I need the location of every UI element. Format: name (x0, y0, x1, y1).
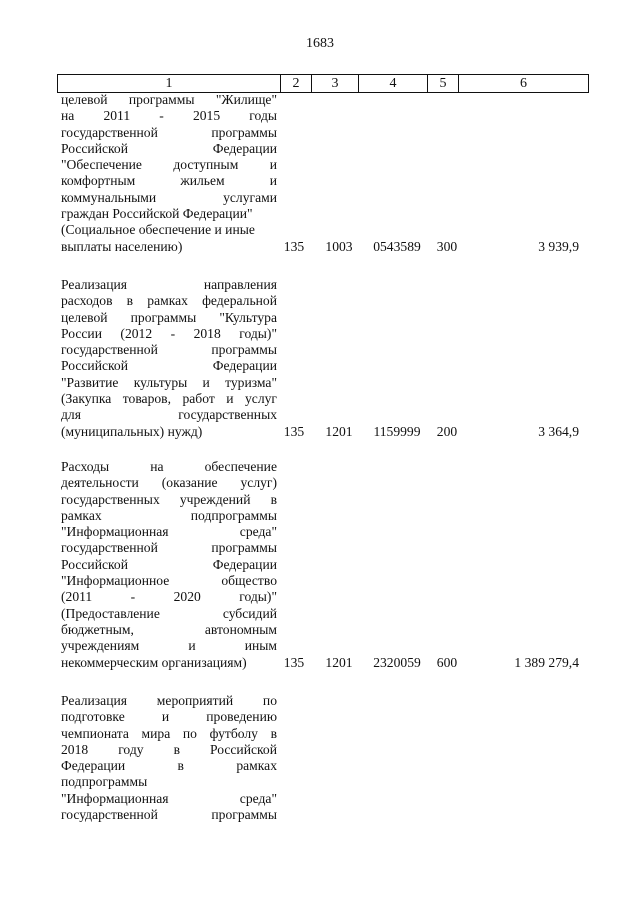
description-line: на 2011 - 2015 годы (61, 108, 277, 124)
description-line: комфортным жильем и (61, 173, 277, 189)
description-line: чемпионата мира по футболу в (61, 725, 277, 741)
column-header-row (57, 74, 589, 93)
description-line: государственной программы (61, 124, 277, 140)
cell-razdel: 1201 (325, 423, 353, 439)
description-line: Российской Федерации (61, 358, 277, 374)
description-line: Российской Федерации (61, 140, 277, 156)
column-header-4: 4 (359, 75, 428, 93)
description-line: Реализация мероприятий по (61, 693, 277, 708)
page-number: 1683 (306, 36, 334, 51)
description-line: (2011 - 2020 годы)" (61, 589, 277, 605)
cell-vr: 300 (436, 238, 458, 254)
description-line: "Информационное общество (61, 573, 277, 589)
cell-csr: 2320059 (373, 654, 421, 670)
description-line: "Информационная среда" (61, 790, 277, 806)
description-line: (Социальное обеспечение и иные (61, 222, 255, 238)
cell-sec: 135 (283, 654, 305, 670)
description-line: (Закупка товаров, работ и услуг (61, 391, 277, 407)
description-line: некоммерческим организациям) (61, 654, 247, 670)
cell-sec: 135 (283, 238, 305, 254)
description-line: "Обеспечение доступным и (61, 157, 277, 173)
description-line: России (2012 - 2018 годы)" (61, 325, 277, 341)
column-header-6: 6 (459, 75, 589, 93)
description-line: рамках подпрограммы (61, 507, 277, 523)
row-description (61, 92, 277, 255)
cell-sec: 135 (283, 423, 305, 439)
column-header-2: 2 (281, 75, 312, 93)
column-header-3: 3 (312, 75, 359, 93)
description-line: (Предоставление субсидий (61, 605, 277, 621)
description-line: бюджетным, автономным (61, 621, 277, 637)
row-description (61, 459, 277, 671)
description-line: деятельности (оказание услуг) (61, 475, 277, 491)
cell-sum: 1 389 279,4 (514, 654, 579, 670)
description-line: расходов в рамках федеральной (61, 293, 277, 309)
description-line: государственных учреждений в (61, 491, 277, 507)
description-line: Реализация направления (61, 277, 277, 292)
description-line: "Развитие культуры и туризма" (61, 374, 277, 390)
cell-vr: 200 (436, 423, 458, 439)
column-header-1: 1 (58, 75, 281, 93)
description-line: граждан Российской Федерации" (61, 206, 253, 222)
cell-razdel: 1003 (325, 238, 353, 254)
description-line: подготовке и проведению (61, 709, 277, 725)
description-line: коммунальными услугами (61, 189, 277, 205)
row-description (61, 693, 277, 823)
description-line: целевой программы "Жилище" (61, 92, 277, 107)
column-header-5: 5 (428, 75, 459, 93)
cell-csr: 1159999 (373, 423, 421, 439)
row-description (61, 277, 277, 440)
description-line: целевой программы "Культура (61, 309, 277, 325)
description-line: выплаты населению) (61, 238, 183, 254)
description-line: Федерации в рамках (61, 758, 277, 774)
description-line: 2018 году в Российской (61, 741, 277, 757)
description-line: учреждениям и иным (61, 638, 277, 654)
description-line: государственной программы (61, 540, 277, 556)
cell-sum: 3 939,9 (538, 238, 579, 254)
description-line: "Информационная среда" (61, 524, 277, 540)
description-line: подпрограммы (61, 774, 148, 790)
description-line: государственной программы (61, 807, 277, 823)
cell-razdel: 1201 (325, 654, 353, 670)
description-line: государственной программы (61, 342, 277, 358)
description-line: Расходы на обеспечение (61, 459, 277, 474)
description-line: Российской Федерации (61, 556, 277, 572)
cell-csr: 0543589 (373, 238, 421, 254)
cell-vr: 600 (436, 654, 458, 670)
description-line: (муниципальных) нужд) (61, 423, 203, 439)
description-line: для государственных (61, 407, 277, 423)
cell-sum: 3 364,9 (538, 423, 579, 439)
